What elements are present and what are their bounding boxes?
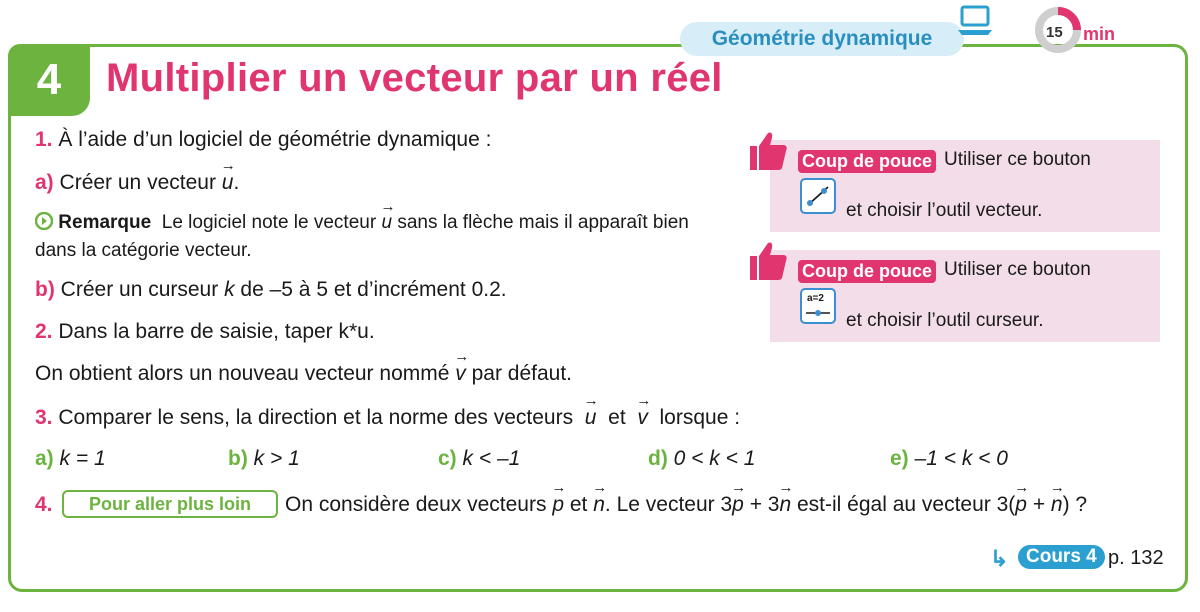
question-4: On considère deux vecteurs → p et → n. Le vecteur 3→ p + 3→ n est-il égal au vecteur 3(→ p + → n) ? [285,493,1087,517]
exercise-title: Multiplier un vecteur par un réel [106,56,723,100]
page-reference: p. 132 [1108,547,1164,569]
case-a: a) k = 1 [35,447,106,470]
cours-link[interactable]: Cours 4 [1018,545,1105,569]
question-2: 2. Dans la barre de saisie, taper k*u. [35,320,375,343]
question-1b: b) Créer un curseur k de –5 à 5 et d’incrément 0.2. [35,278,507,301]
remark-line-2: dans la catégorie vecteur. [35,240,252,261]
category-tag: Géométrie dynamique [680,22,964,56]
timer-unit: min [1083,24,1116,44]
hint-line-1: Utiliser ce bouton [944,259,1091,280]
hint-box-vector [770,140,1160,232]
question-3: 3. Comparer le sens, la direction et la norme des vecteurs → u et → v lorsque : [35,406,740,430]
hint-line-1: Utiliser ce bouton [944,149,1091,170]
timer-value: 15 [1046,24,1063,41]
question-1: 1. À l’aide d’un logiciel de géométrie dynamique : [35,128,492,151]
laptop-icon [956,4,996,38]
further-badge: Pour aller plus loin [62,490,278,518]
hint-line-2: et choisir l’outil curseur. [846,310,1044,331]
question-1a: a) Créer un vecteur → u. [35,171,239,195]
question-2-result: On obtient alors un nouveau vecteur nommé → v par défaut. [35,362,572,386]
question-4-number: 4. [35,493,53,516]
exercise-number-badge: 4 [8,44,90,116]
case-b: b) k > 1 [228,447,300,470]
remark: Remarque Le logiciel note le vecteur → u sans la flèche mais il apparaît bien [35,212,689,234]
thumbs-up-icon [748,240,788,284]
slider-tool-label: a=2 [807,293,824,304]
slider-tool-icon [800,288,836,324]
hint-label: Coup de pouce [798,150,936,173]
arrow-right-icon: ↳ [990,546,1009,571]
case-e: e) –1 < k < 0 [890,447,1008,470]
hint-line-2: et choisir l’outil vecteur. [846,200,1043,221]
case-d: d) 0 < k < 1 [648,447,756,470]
thumbs-up-icon [748,130,788,174]
hint-label: Coup de pouce [798,260,936,283]
case-c: c) k < –1 [438,447,521,470]
vector-tool-icon [800,178,836,214]
hint-box-slider [770,250,1160,342]
arrow-bullet-icon [35,212,53,230]
